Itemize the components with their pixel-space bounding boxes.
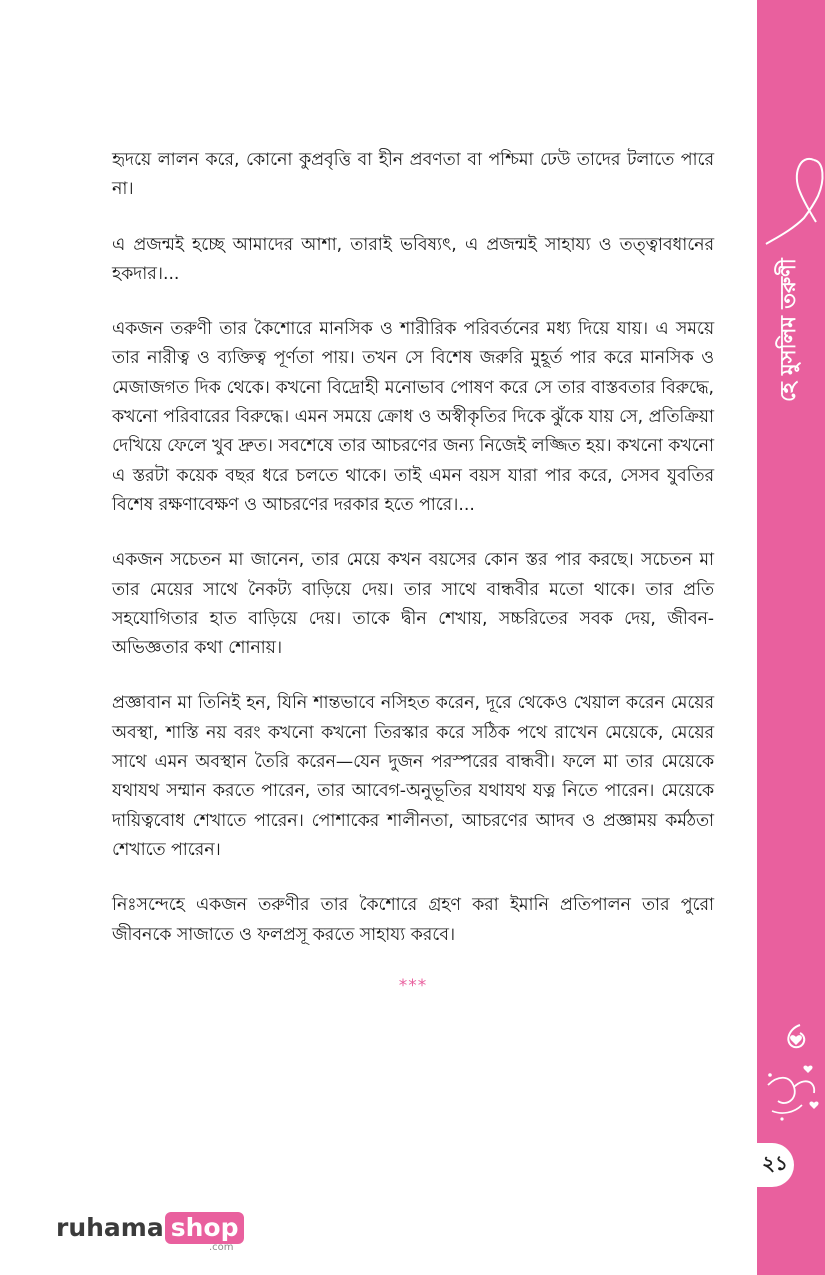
- section-separator: ***: [398, 975, 428, 996]
- brand-name-right: shop: [165, 1212, 245, 1244]
- paragraph: এ প্রজন্মই হচ্ছে আমাদের আশা, তারাই ভবিষ্যৎ, এ প্রজন্মই সাহায্য ও তত্ত্বাবধানের হকদার।...: [112, 234, 714, 284]
- paragraph: প্রজ্ঞাবান মা তিনিই হন, যিনি শান্তভাবে নসিহত করেন, দূরে থেকেও খেয়াল করেন মেয়ের অবস্থা, শাস্তি নয় বরং কখনো কখনো তিরস্কার করে সঠিক পথে রাখেন মেয়েকে, মেয়ের সাথে এমন অবস্থান তৈরি করেন—যেন দুজন পরস্পরের বান্ধবী। ফলে মা তার মেয়েকে যথাযথ সম্মান করতে পারেন, তার আবেগ-অনুভূতির যথাযথ যত্ন নিতে পারেন। মেয়েকে দায়িত্ববোধ শেখাতে পারেন। পোশাকের শালীনতা, আচরণের আদব ও প্রজ্ঞাময় কর্মঠতা শেখাতে পারেন।: [112, 693, 714, 860]
- brand-domain: .com: [209, 1242, 234, 1253]
- body-text: [112, 146, 714, 996]
- page-number: ২১: [756, 1143, 794, 1187]
- floral-hearts-ornament-icon: [760, 1015, 822, 1125]
- publisher-logo: [56, 1212, 244, 1256]
- paragraph: হৃদয়ে লালন করে, কোনো কুপ্রবৃত্তি বা হীন প্রবণতা বা পশ্চিমা ঢেউ তাদের টলাতে পারে না।: [112, 150, 714, 200]
- running-title: হে মুসলিম তরুণী: [776, 258, 800, 402]
- brand-name-left: ruhama: [56, 1213, 164, 1242]
- paragraph: একজন সচেতন মা জানেন, তার মেয়ে কখন বয়সের কোন স্তর পার করছে। সচেতন মা তার মেয়ের সাথে নৈকট্য বাড়িয়ে দেয়। তার সাথে বান্ধবীর মতো থাকে। তার প্রতি সহযোগিতার হাত বাড়িয়ে দেয়। তাকে দ্বীন শেখায়, সচ্চরিতের সবক দেয়, জীবন-অভিজ্ঞতার কথা শোনায়।: [112, 550, 714, 659]
- heart-outline-icon: [762, 152, 825, 247]
- paragraph: একজন তরুণী তার কৈশোরে মানসিক ও শারীরিক পরিবর্তনের মধ্য দিয়ে যায়। এ সময়ে তার নারীত্ব ও ব্যক্তিত্ব পূর্ণতা পায়। তখন সে বিশেষ জরুরি মুহূর্ত পার করে মানসিক ও মেজাজগত দিক থেকে। কখনো বিদ্রোহী মনোভাব পোষণ করে সে তার বাস্তবতার বিরুদ্ধে, কখনো পরিবারের বিরুদ্ধে। এমন সময়ে ক্রোধ ও অস্বীকৃতির দিকে ঝুঁকে যায় সে, প্রতিক্রিয়া দেখিয়ে ফেলে খুব দ্রুত। সবশেষে তার আচরণের জন্য নিজেই লজ্জিত হয়। কখনো কখনো এ স্তরটা কয়েক বছর ধরে চলতে থাকে। তাই এমন বয়স যারা পার করে, সেসব যুবতির বিশেষ রক্ষণাবেক্ষণ ও আচরণের দরকার হতে পারে।...: [112, 319, 714, 515]
- paragraph: নিঃসন্দেহে একজন তরুণীর তার কৈশোরে গ্রহণ করা ইমানি প্রতিপালন তার পুরো জীবনকে সাজাতে ও ফলপ্রসূ করতে সাহায্য করবে।: [112, 895, 714, 945]
